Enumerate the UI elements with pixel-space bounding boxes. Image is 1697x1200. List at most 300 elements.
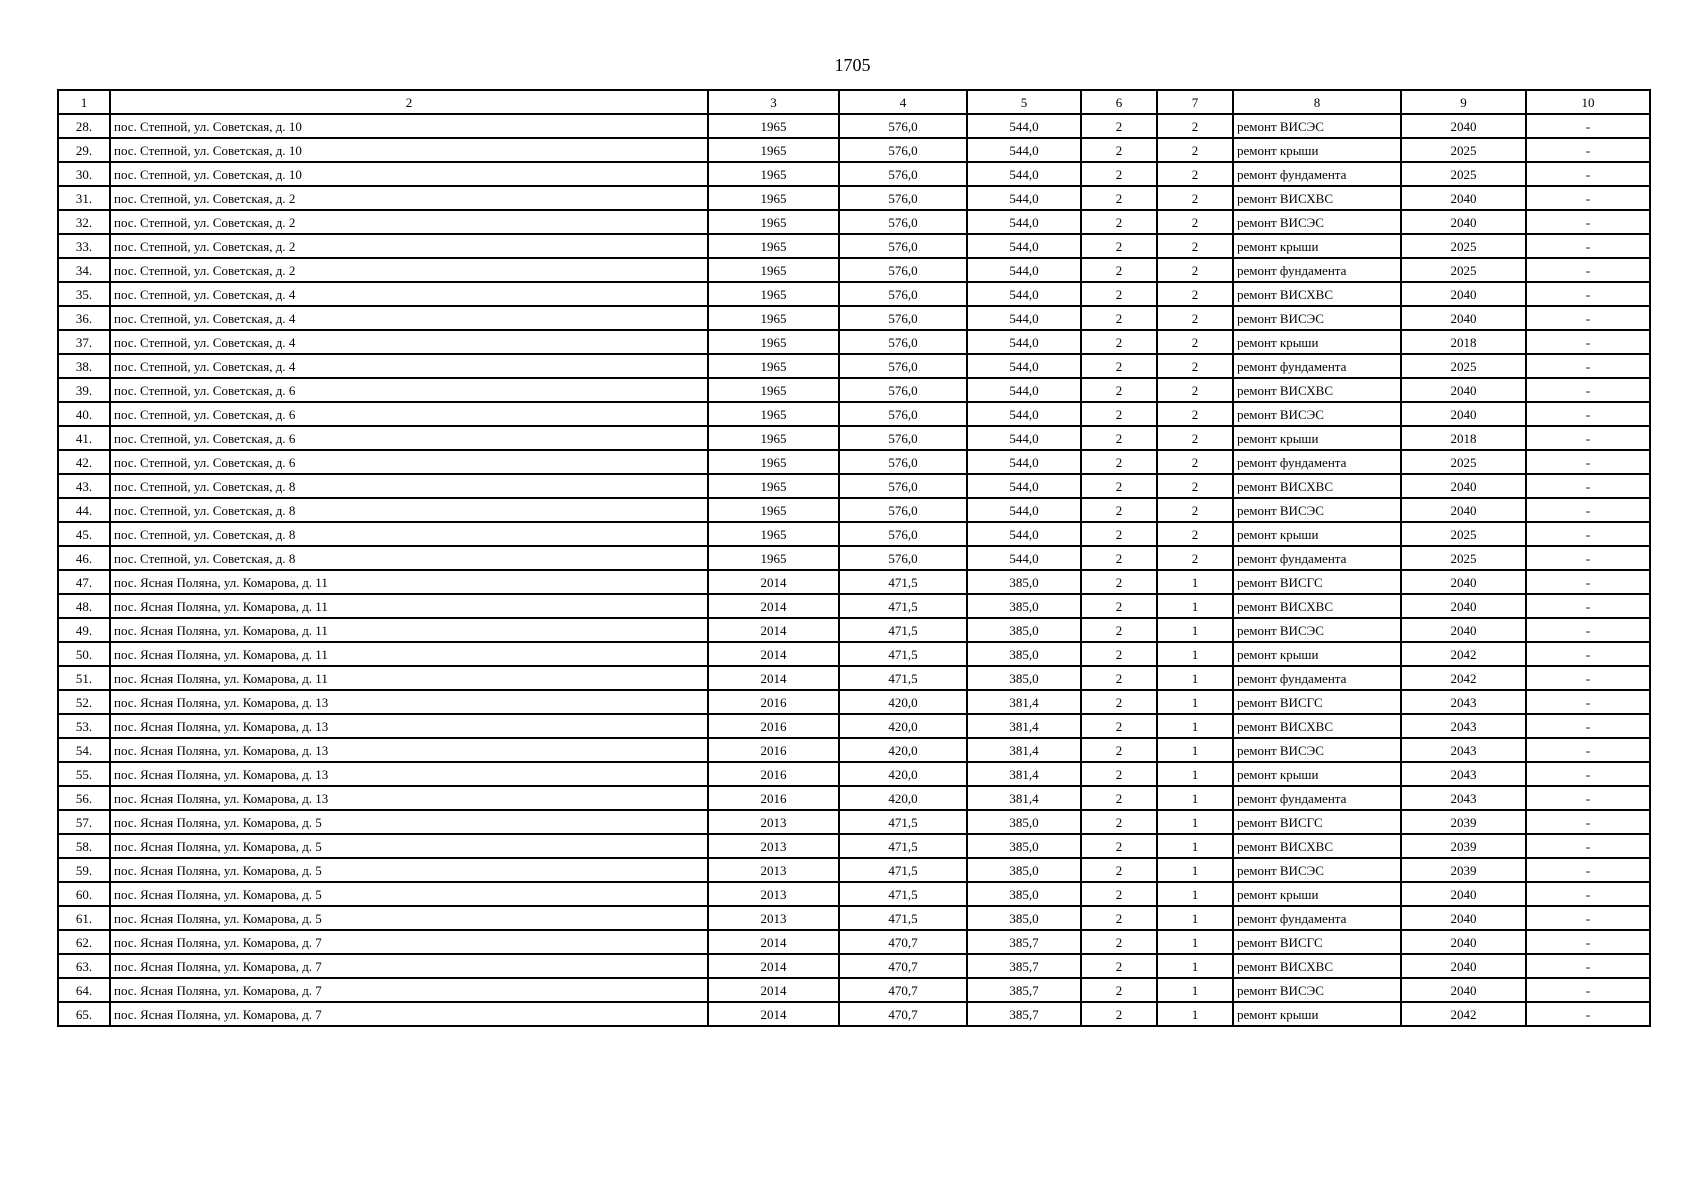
floors-cell: 2 — [1081, 474, 1157, 498]
table-row — [58, 906, 1650, 930]
address-cell: пос. Степной, ул. Советская, д. 4 — [110, 330, 708, 354]
address-cell: пос. Степной, ул. Советская, д. 10 — [110, 162, 708, 186]
note-cell: - — [1526, 258, 1650, 282]
table-row — [58, 762, 1650, 786]
work-type-cell: ремонт фундамента — [1233, 162, 1401, 186]
table-row — [58, 618, 1650, 642]
year-cell: 1965 — [708, 210, 839, 234]
work-type-cell: ремонт крыши — [1233, 330, 1401, 354]
entrances-cell: 1 — [1157, 834, 1233, 858]
table-row — [58, 522, 1650, 546]
row-number-cell: 37. — [58, 330, 110, 354]
plan-year-cell: 2025 — [1401, 258, 1526, 282]
year-cell: 1965 — [708, 402, 839, 426]
living-area-cell: 385,7 — [967, 978, 1081, 1002]
living-area-cell: 385,7 — [967, 954, 1081, 978]
address-cell: пос. Степной, ул. Советская, д. 6 — [110, 402, 708, 426]
year-cell: 1965 — [708, 162, 839, 186]
total-area-cell: 471,5 — [839, 882, 967, 906]
address-cell: пос. Степной, ул. Советская, д. 8 — [110, 474, 708, 498]
header-cell: 4 — [839, 90, 967, 114]
plan-year-cell: 2040 — [1401, 474, 1526, 498]
total-area-cell: 576,0 — [839, 546, 967, 570]
year-cell: 2014 — [708, 1002, 839, 1026]
floors-cell: 2 — [1081, 378, 1157, 402]
entrances-cell: 2 — [1157, 306, 1233, 330]
entrances-cell: 1 — [1157, 666, 1233, 690]
note-cell: - — [1526, 234, 1650, 258]
row-number-cell: 46. — [58, 546, 110, 570]
note-cell: - — [1526, 522, 1650, 546]
floors-cell: 2 — [1081, 594, 1157, 618]
total-area-cell: 576,0 — [839, 210, 967, 234]
note-cell: - — [1526, 186, 1650, 210]
year-cell: 1965 — [708, 378, 839, 402]
work-type-cell: ремонт ВИСГС — [1233, 810, 1401, 834]
plan-year-cell: 2043 — [1401, 738, 1526, 762]
note-cell: - — [1526, 330, 1650, 354]
total-area-cell: 576,0 — [839, 114, 967, 138]
work-type-cell: ремонт фундамента — [1233, 450, 1401, 474]
floors-cell: 2 — [1081, 522, 1157, 546]
entrances-cell: 2 — [1157, 354, 1233, 378]
row-number-cell: 53. — [58, 714, 110, 738]
living-area-cell: 544,0 — [967, 114, 1081, 138]
total-area-cell: 576,0 — [839, 498, 967, 522]
floors-cell: 2 — [1081, 690, 1157, 714]
floors-cell: 2 — [1081, 426, 1157, 450]
total-area-cell: 576,0 — [839, 402, 967, 426]
floors-cell: 2 — [1081, 930, 1157, 954]
address-cell: пос. Степной, ул. Советская, д. 8 — [110, 498, 708, 522]
year-cell: 1965 — [708, 258, 839, 282]
address-cell: пос. Ясная Поляна, ул. Комарова, д. 5 — [110, 906, 708, 930]
row-number-cell: 29. — [58, 138, 110, 162]
entrances-cell: 1 — [1157, 1002, 1233, 1026]
floors-cell: 2 — [1081, 258, 1157, 282]
total-area-cell: 576,0 — [839, 306, 967, 330]
table-row — [58, 570, 1650, 594]
note-cell: - — [1526, 882, 1650, 906]
note-cell: - — [1526, 906, 1650, 930]
year-cell: 1965 — [708, 234, 839, 258]
work-type-cell: ремонт ВИСХВС — [1233, 834, 1401, 858]
note-cell: - — [1526, 690, 1650, 714]
work-type-cell: ремонт ВИСГС — [1233, 930, 1401, 954]
row-number-cell: 40. — [58, 402, 110, 426]
address-cell: пос. Степной, ул. Советская, д. 8 — [110, 522, 708, 546]
note-cell: - — [1526, 162, 1650, 186]
floors-cell: 2 — [1081, 738, 1157, 762]
address-cell: пос. Ясная Поляна, ул. Комарова, д. 13 — [110, 690, 708, 714]
work-type-cell: ремонт фундамента — [1233, 786, 1401, 810]
entrances-cell: 1 — [1157, 810, 1233, 834]
header-cell: 6 — [1081, 90, 1157, 114]
living-area-cell: 385,0 — [967, 882, 1081, 906]
work-type-cell: ремонт ВИСХВС — [1233, 474, 1401, 498]
entrances-cell: 2 — [1157, 186, 1233, 210]
entrances-cell: 1 — [1157, 978, 1233, 1002]
plan-year-cell: 2040 — [1401, 930, 1526, 954]
year-cell: 1965 — [708, 474, 839, 498]
row-number-cell: 63. — [58, 954, 110, 978]
floors-cell: 2 — [1081, 498, 1157, 522]
living-area-cell: 385,0 — [967, 666, 1081, 690]
year-cell: 2016 — [708, 738, 839, 762]
table-row — [58, 138, 1650, 162]
table-row — [58, 330, 1650, 354]
row-number-cell: 59. — [58, 858, 110, 882]
total-area-cell: 576,0 — [839, 450, 967, 474]
work-type-cell: ремонт ВИСЭС — [1233, 978, 1401, 1002]
total-area-cell: 471,5 — [839, 666, 967, 690]
living-area-cell: 381,4 — [967, 762, 1081, 786]
row-number-cell: 57. — [58, 810, 110, 834]
plan-year-cell: 2040 — [1401, 882, 1526, 906]
note-cell: - — [1526, 978, 1650, 1002]
living-area-cell: 385,0 — [967, 642, 1081, 666]
year-cell: 2014 — [708, 618, 839, 642]
work-type-cell: ремонт фундамента — [1233, 666, 1401, 690]
work-type-cell: ремонт ВИСХВС — [1233, 594, 1401, 618]
year-cell: 1965 — [708, 450, 839, 474]
year-cell: 1965 — [708, 546, 839, 570]
living-area-cell: 544,0 — [967, 378, 1081, 402]
work-type-cell: ремонт ВИСЭС — [1233, 858, 1401, 882]
address-cell: пос. Степной, ул. Советская, д. 2 — [110, 186, 708, 210]
floors-cell: 2 — [1081, 162, 1157, 186]
floors-cell: 2 — [1081, 570, 1157, 594]
living-area-cell: 381,4 — [967, 786, 1081, 810]
note-cell: - — [1526, 954, 1650, 978]
total-area-cell: 576,0 — [839, 474, 967, 498]
floors-cell: 2 — [1081, 114, 1157, 138]
living-area-cell: 544,0 — [967, 282, 1081, 306]
year-cell: 2014 — [708, 594, 839, 618]
work-type-cell: ремонт крыши — [1233, 426, 1401, 450]
table-row — [58, 810, 1650, 834]
row-number-cell: 38. — [58, 354, 110, 378]
total-area-cell: 471,5 — [839, 810, 967, 834]
year-cell: 1965 — [708, 306, 839, 330]
table-row — [58, 186, 1650, 210]
total-area-cell: 471,5 — [839, 906, 967, 930]
plan-year-cell: 2039 — [1401, 834, 1526, 858]
plan-year-cell: 2025 — [1401, 450, 1526, 474]
year-cell: 2016 — [708, 690, 839, 714]
address-cell: пос. Степной, ул. Советская, д. 8 — [110, 546, 708, 570]
entrances-cell: 1 — [1157, 762, 1233, 786]
work-type-cell: ремонт ВИСЭС — [1233, 738, 1401, 762]
total-area-cell: 470,7 — [839, 954, 967, 978]
entrances-cell: 2 — [1157, 378, 1233, 402]
year-cell: 2016 — [708, 786, 839, 810]
total-area-cell: 471,5 — [839, 618, 967, 642]
year-cell: 2014 — [708, 978, 839, 1002]
total-area-cell: 576,0 — [839, 426, 967, 450]
living-area-cell: 381,4 — [967, 690, 1081, 714]
living-area-cell: 544,0 — [967, 354, 1081, 378]
row-number-cell: 61. — [58, 906, 110, 930]
total-area-cell: 470,7 — [839, 1002, 967, 1026]
note-cell: - — [1526, 498, 1650, 522]
table-row — [58, 162, 1650, 186]
floors-cell: 2 — [1081, 282, 1157, 306]
floors-cell: 2 — [1081, 1002, 1157, 1026]
entrances-cell: 1 — [1157, 714, 1233, 738]
header-cell: 10 — [1526, 90, 1650, 114]
entrances-cell: 2 — [1157, 402, 1233, 426]
entrances-cell: 1 — [1157, 906, 1233, 930]
table-row — [58, 594, 1650, 618]
living-area-cell: 385,0 — [967, 618, 1081, 642]
living-area-cell: 544,0 — [967, 162, 1081, 186]
table-row — [58, 714, 1650, 738]
address-cell: пос. Степной, ул. Советская, д. 2 — [110, 234, 708, 258]
plan-year-cell: 2039 — [1401, 810, 1526, 834]
floors-cell: 2 — [1081, 714, 1157, 738]
row-number-cell: 34. — [58, 258, 110, 282]
table-row — [58, 930, 1650, 954]
floors-cell: 2 — [1081, 882, 1157, 906]
row-number-cell: 35. — [58, 282, 110, 306]
work-type-cell: ремонт ВИСЭС — [1233, 402, 1401, 426]
note-cell: - — [1526, 930, 1650, 954]
row-number-cell: 28. — [58, 114, 110, 138]
total-area-cell: 471,5 — [839, 570, 967, 594]
floors-cell: 2 — [1081, 210, 1157, 234]
plan-year-cell: 2043 — [1401, 786, 1526, 810]
entrances-cell: 1 — [1157, 786, 1233, 810]
living-area-cell: 544,0 — [967, 138, 1081, 162]
note-cell: - — [1526, 810, 1650, 834]
plan-year-cell: 2040 — [1401, 978, 1526, 1002]
row-number-cell: 50. — [58, 642, 110, 666]
row-number-cell: 36. — [58, 306, 110, 330]
year-cell: 2016 — [708, 762, 839, 786]
work-type-cell: ремонт ВИСГС — [1233, 570, 1401, 594]
header-cell: 5 — [967, 90, 1081, 114]
address-cell: пос. Ясная Поляна, ул. Комарова, д. 13 — [110, 786, 708, 810]
plan-year-cell: 2040 — [1401, 594, 1526, 618]
entrances-cell: 2 — [1157, 546, 1233, 570]
address-cell: пос. Ясная Поляна, ул. Комарова, д. 7 — [110, 1002, 708, 1026]
note-cell: - — [1526, 426, 1650, 450]
table-row — [58, 786, 1650, 810]
floors-cell: 2 — [1081, 978, 1157, 1002]
table-row — [58, 378, 1650, 402]
table-row — [58, 834, 1650, 858]
living-area-cell: 544,0 — [967, 258, 1081, 282]
work-type-cell: ремонт ВИСХВС — [1233, 282, 1401, 306]
note-cell: - — [1526, 786, 1650, 810]
row-number-cell: 43. — [58, 474, 110, 498]
living-area-cell: 381,4 — [967, 738, 1081, 762]
table-body — [58, 90, 1650, 1026]
note-cell: - — [1526, 114, 1650, 138]
row-number-cell: 48. — [58, 594, 110, 618]
note-cell: - — [1526, 666, 1650, 690]
note-cell: - — [1526, 474, 1650, 498]
total-area-cell: 420,0 — [839, 714, 967, 738]
floors-cell: 2 — [1081, 354, 1157, 378]
plan-year-cell: 2040 — [1401, 306, 1526, 330]
plan-year-cell: 2025 — [1401, 162, 1526, 186]
work-type-cell: ремонт крыши — [1233, 882, 1401, 906]
floors-cell: 2 — [1081, 138, 1157, 162]
data-table — [57, 89, 1651, 1027]
plan-year-cell: 2040 — [1401, 210, 1526, 234]
plan-year-cell: 2025 — [1401, 234, 1526, 258]
work-type-cell: ремонт фундамента — [1233, 258, 1401, 282]
address-cell: пос. Степной, ул. Советская, д. 10 — [110, 114, 708, 138]
work-type-cell: ремонт ВИСХВС — [1233, 714, 1401, 738]
address-cell: пос. Ясная Поляна, ул. Комарова, д. 13 — [110, 738, 708, 762]
address-cell: пос. Ясная Поляна, ул. Комарова, д. 13 — [110, 714, 708, 738]
living-area-cell: 544,0 — [967, 474, 1081, 498]
total-area-cell: 576,0 — [839, 138, 967, 162]
living-area-cell: 544,0 — [967, 306, 1081, 330]
plan-year-cell: 2042 — [1401, 642, 1526, 666]
plan-year-cell: 2040 — [1401, 618, 1526, 642]
header-cell: 7 — [1157, 90, 1233, 114]
work-type-cell: ремонт крыши — [1233, 138, 1401, 162]
year-cell: 1965 — [708, 282, 839, 306]
total-area-cell: 420,0 — [839, 786, 967, 810]
table-row — [58, 978, 1650, 1002]
plan-year-cell: 2040 — [1401, 498, 1526, 522]
year-cell: 1965 — [708, 330, 839, 354]
plan-year-cell: 2025 — [1401, 546, 1526, 570]
row-number-cell: 47. — [58, 570, 110, 594]
floors-cell: 2 — [1081, 762, 1157, 786]
table-row — [58, 258, 1650, 282]
entrances-cell: 2 — [1157, 162, 1233, 186]
row-number-cell: 31. — [58, 186, 110, 210]
year-cell: 2014 — [708, 954, 839, 978]
note-cell: - — [1526, 618, 1650, 642]
table-row — [58, 450, 1650, 474]
plan-year-cell: 2040 — [1401, 402, 1526, 426]
note-cell: - — [1526, 714, 1650, 738]
plan-year-cell: 2040 — [1401, 906, 1526, 930]
plan-year-cell: 2018 — [1401, 426, 1526, 450]
year-cell: 1965 — [708, 186, 839, 210]
living-area-cell: 544,0 — [967, 402, 1081, 426]
year-cell: 2014 — [708, 642, 839, 666]
entrances-cell: 1 — [1157, 858, 1233, 882]
row-number-cell: 44. — [58, 498, 110, 522]
table-row — [58, 210, 1650, 234]
year-cell: 1965 — [708, 522, 839, 546]
year-cell: 1965 — [708, 426, 839, 450]
work-type-cell: ремонт крыши — [1233, 522, 1401, 546]
total-area-cell: 576,0 — [839, 186, 967, 210]
address-cell: пос. Ясная Поляна, ул. Комарова, д. 13 — [110, 762, 708, 786]
work-type-cell: ремонт ВИСХВС — [1233, 186, 1401, 210]
total-area-cell: 471,5 — [839, 834, 967, 858]
total-area-cell: 576,0 — [839, 282, 967, 306]
entrances-cell: 2 — [1157, 258, 1233, 282]
header-cell: 3 — [708, 90, 839, 114]
year-cell: 2013 — [708, 858, 839, 882]
entrances-cell: 1 — [1157, 738, 1233, 762]
plan-year-cell: 2040 — [1401, 954, 1526, 978]
work-type-cell: ремонт крыши — [1233, 1002, 1401, 1026]
total-area-cell: 576,0 — [839, 162, 967, 186]
row-number-cell: 51. — [58, 666, 110, 690]
address-cell: пос. Степной, ул. Советская, д. 4 — [110, 354, 708, 378]
note-cell: - — [1526, 210, 1650, 234]
entrances-cell: 1 — [1157, 642, 1233, 666]
living-area-cell: 544,0 — [967, 546, 1081, 570]
total-area-cell: 470,7 — [839, 978, 967, 1002]
note-cell: - — [1526, 738, 1650, 762]
row-number-cell: 39. — [58, 378, 110, 402]
address-cell: пос. Ясная Поляна, ул. Комарова, д. 5 — [110, 810, 708, 834]
living-area-cell: 544,0 — [967, 330, 1081, 354]
living-area-cell: 385,0 — [967, 594, 1081, 618]
address-cell: пос. Ясная Поляна, ул. Комарова, д. 11 — [110, 666, 708, 690]
year-cell: 2013 — [708, 834, 839, 858]
row-number-cell: 64. — [58, 978, 110, 1002]
page-number: 1705 — [834, 55, 871, 75]
entrances-cell: 1 — [1157, 930, 1233, 954]
total-area-cell: 576,0 — [839, 258, 967, 282]
row-number-cell: 41. — [58, 426, 110, 450]
note-cell: - — [1526, 642, 1650, 666]
table-row — [58, 234, 1650, 258]
address-cell: пос. Степной, ул. Советская, д. 10 — [110, 138, 708, 162]
floors-cell: 2 — [1081, 330, 1157, 354]
table-row — [58, 114, 1650, 138]
row-number-cell: 55. — [58, 762, 110, 786]
living-area-cell: 385,7 — [967, 930, 1081, 954]
table-row — [58, 1002, 1650, 1026]
plan-year-cell: 2025 — [1401, 354, 1526, 378]
living-area-cell: 385,0 — [967, 834, 1081, 858]
floors-cell: 2 — [1081, 858, 1157, 882]
floors-cell: 2 — [1081, 402, 1157, 426]
plan-year-cell: 2043 — [1401, 690, 1526, 714]
table-row — [58, 546, 1650, 570]
living-area-cell: 544,0 — [967, 450, 1081, 474]
row-number-cell: 30. — [58, 162, 110, 186]
work-type-cell: ремонт фундамента — [1233, 906, 1401, 930]
total-area-cell: 471,5 — [839, 858, 967, 882]
living-area-cell: 385,0 — [967, 858, 1081, 882]
row-number-cell: 33. — [58, 234, 110, 258]
table-row — [58, 738, 1650, 762]
year-cell: 2013 — [708, 906, 839, 930]
row-number-cell: 65. — [58, 1002, 110, 1026]
entrances-cell: 1 — [1157, 570, 1233, 594]
entrances-cell: 2 — [1157, 450, 1233, 474]
floors-cell: 2 — [1081, 234, 1157, 258]
floors-cell: 2 — [1081, 954, 1157, 978]
plan-year-cell: 2043 — [1401, 762, 1526, 786]
work-type-cell: ремонт крыши — [1233, 762, 1401, 786]
floors-cell: 2 — [1081, 450, 1157, 474]
work-type-cell: ремонт ВИСГС — [1233, 690, 1401, 714]
total-area-cell: 576,0 — [839, 354, 967, 378]
entrances-cell: 2 — [1157, 474, 1233, 498]
header-cell: 2 — [110, 90, 708, 114]
total-area-cell: 576,0 — [839, 234, 967, 258]
floors-cell: 2 — [1081, 906, 1157, 930]
plan-year-cell: 2042 — [1401, 666, 1526, 690]
total-area-cell: 576,0 — [839, 522, 967, 546]
